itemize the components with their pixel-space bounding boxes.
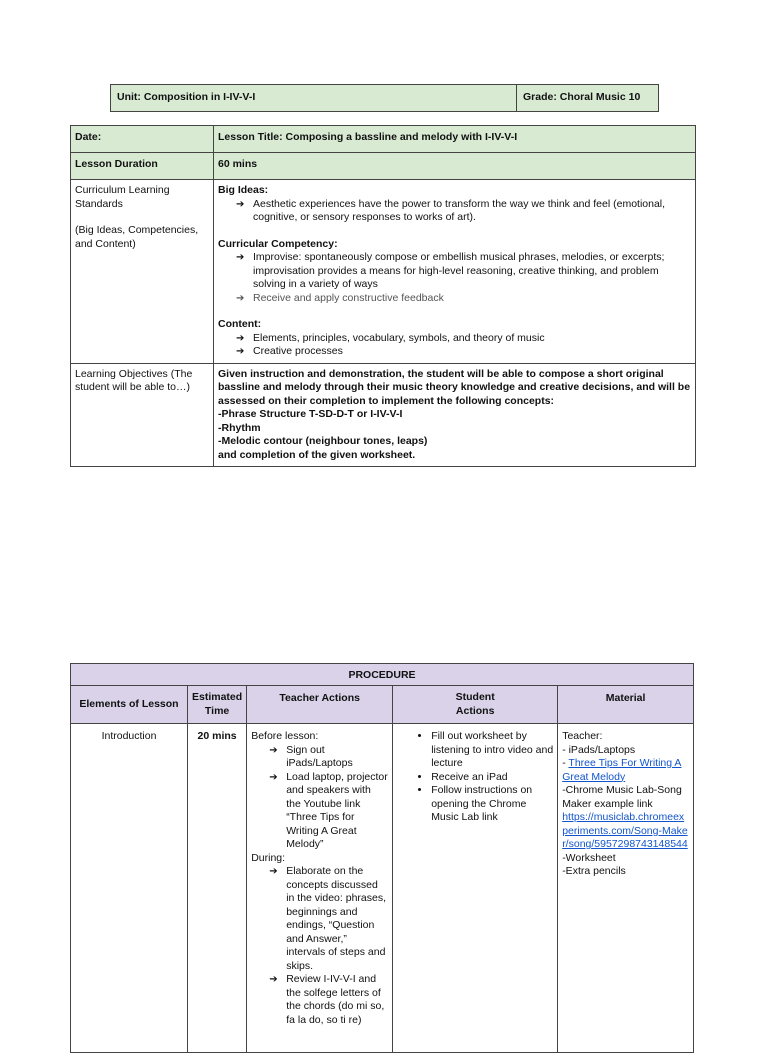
standards-label-cell bbox=[71, 180, 214, 364]
student-list bbox=[411, 730, 553, 825]
unit-cell bbox=[111, 85, 517, 112]
teacher-cell bbox=[247, 724, 393, 1053]
objective-line: -Melodic contour (neighbour tones, leaps) bbox=[218, 435, 428, 447]
during-label: During: bbox=[251, 851, 286, 864]
duration-label: Lesson Duration bbox=[75, 158, 158, 170]
objective-line: -Rhythm bbox=[218, 421, 261, 434]
lesson-title: Lesson Title: Composing a bassline and melody with I-IV-V-I bbox=[218, 131, 518, 143]
header-teacher: Teacher Actions bbox=[247, 686, 393, 724]
student-cell bbox=[393, 724, 558, 1053]
material-line: - Three Tips For Writing A Great Melody bbox=[562, 757, 682, 783]
competency-heading: Curricular Competency: bbox=[218, 237, 338, 250]
competency-list bbox=[218, 251, 691, 305]
standards-sublabel: (Big Ideas, Competencies, and Content) bbox=[75, 224, 199, 250]
list-item: ➔ Load laptop, projector and speakers with the Youtube link “Three Tips for Writing A Great Melody” bbox=[269, 771, 388, 852]
material-heading: Teacher: bbox=[562, 730, 603, 742]
before-label: Before lesson: bbox=[251, 730, 319, 742]
duration-label-cell bbox=[71, 153, 214, 180]
header-student: Student Actions bbox=[393, 686, 558, 724]
material-line: -Chrome Music Lab-Song Maker example link bbox=[562, 784, 682, 810]
objectives-content-cell bbox=[214, 363, 696, 467]
procedure-table bbox=[70, 663, 694, 1053]
list-item: ➔ Elaborate on the concepts discussed in the video: phrases, beginnings and endings, “Question and Answer,” intervals of steps and skips. bbox=[269, 865, 388, 973]
material-line: - iPads/Laptops bbox=[562, 743, 636, 756]
objectives-label-cell bbox=[71, 363, 214, 467]
material-cell bbox=[558, 724, 694, 1053]
date-label-cell bbox=[71, 126, 214, 153]
time-text: 20 mins bbox=[197, 730, 237, 742]
date-label: Date: bbox=[75, 131, 102, 143]
objectives-label: Learning Objectives (The student will be able to…) bbox=[75, 367, 193, 393]
list-item: ➔ Sign out iPads/Laptops bbox=[269, 744, 388, 771]
header-elements: Elements of Lesson bbox=[71, 686, 188, 724]
melody-video-link[interactable]: Three Tips For Writing A Great Melody bbox=[562, 757, 682, 783]
big-ideas-list bbox=[218, 198, 691, 225]
list-item: ➔ Aesthetic experiences have the power to transform the way we think and feel (emotional, cognitive, or sensory responses to works of art). bbox=[236, 198, 691, 225]
header-material: Material bbox=[558, 686, 694, 724]
content-heading: Content: bbox=[218, 318, 262, 330]
duration-value-cell bbox=[214, 153, 696, 180]
big-ideas-heading: Big Ideas: bbox=[218, 184, 269, 196]
standards-label: Curriculum Learning Standards bbox=[75, 184, 170, 210]
before-list bbox=[251, 744, 388, 852]
objective-line: and completion of the given worksheet. bbox=[218, 448, 416, 461]
list-item: • Follow instructions on opening the Chrome Music Lab link bbox=[431, 784, 553, 825]
grade-cell bbox=[517, 85, 659, 112]
list-item: ➔ Creative processes bbox=[236, 345, 691, 359]
song-maker-link[interactable]: https://musiclab.chromeexperiments.com/Song-Maker/song/5957298743148544 bbox=[562, 811, 688, 850]
unit-text: Unit: Composition in I-IV-V-I bbox=[117, 91, 256, 103]
material-line: -Extra pencils bbox=[562, 865, 626, 877]
list-item: ➔ Elements, principles, vocabulary, symbols, and theory of music bbox=[236, 332, 691, 346]
time-cell bbox=[188, 724, 247, 1053]
duration-value: 60 mins bbox=[218, 158, 258, 170]
material-line: -Worksheet bbox=[562, 851, 616, 864]
objective-line: -Phrase Structure T-SD-D-T or I-IV-V-I bbox=[218, 408, 403, 420]
list-item: ➔ Improvise: spontaneously compose or embellish musical phrases, melodies, or excerpts; improvisation provides a means for high-level reasoning, creative thinking, and problem solving in a variety of ways bbox=[236, 251, 691, 292]
header-time: Estimated Time bbox=[188, 686, 247, 724]
element-cell bbox=[71, 724, 188, 1053]
standards-content-cell bbox=[214, 180, 696, 364]
objectives-intro: Given instruction and demonstration, the student will be able to compose a short original bassline and melody through their music theory knowledge and creative decisions, and will be assessed on their completion to implement the following concepts: bbox=[218, 367, 691, 407]
unit-header-table bbox=[110, 84, 659, 112]
lesson-plan-table bbox=[70, 125, 696, 467]
procedure-title-cell bbox=[71, 664, 694, 686]
content-list bbox=[218, 332, 691, 359]
list-item: • Fill out worksheet by listening to intro video and lecture bbox=[431, 730, 553, 771]
material-line bbox=[562, 811, 689, 852]
element-text: Introduction bbox=[101, 730, 157, 742]
list-item: • Receive an iPad bbox=[431, 771, 553, 785]
lesson-title-cell bbox=[214, 126, 696, 153]
list-item: ➔ Receive and apply constructive feedback bbox=[236, 292, 691, 306]
grade-text: Grade: Choral Music 10 bbox=[523, 91, 641, 103]
during-list bbox=[251, 865, 388, 1027]
procedure-title: PROCEDURE bbox=[348, 669, 416, 681]
list-item: ➔ Review I-IV-V-I and the solfege letters of the chords (do mi so, fa la do, so ti re) bbox=[269, 973, 388, 1027]
